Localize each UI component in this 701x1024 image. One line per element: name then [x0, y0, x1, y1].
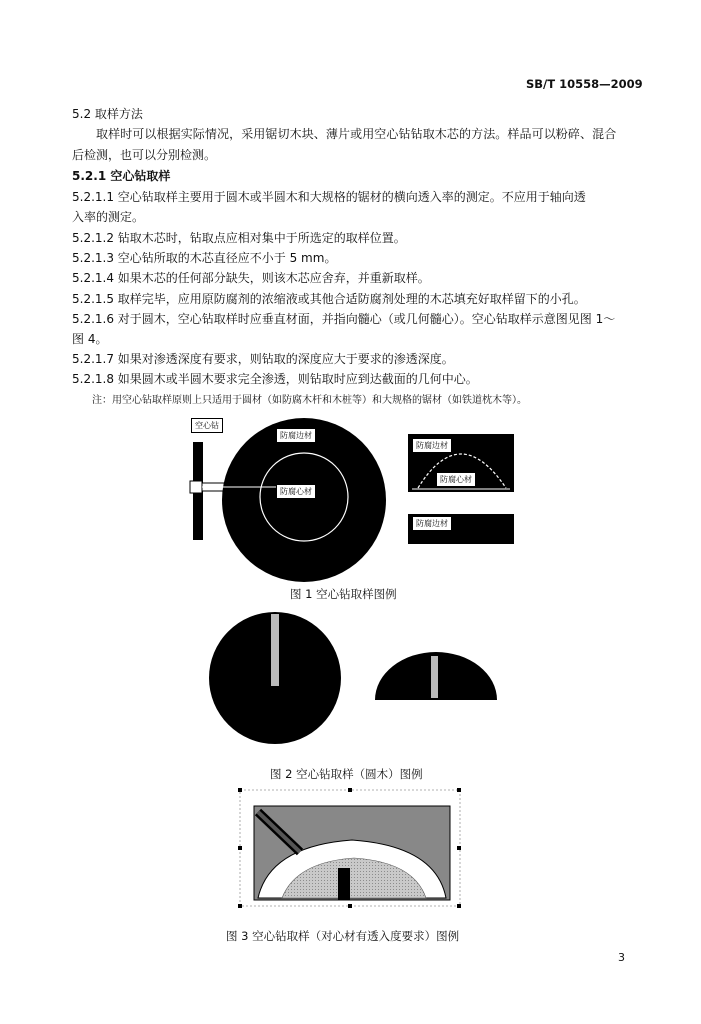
item-5-2-1-4: 5.2.1.4 如果木芯的任何部分缺失，则该木芯应舍弃，并重新取样。: [72, 271, 430, 285]
figure-1-caption: 图 1 空心钻取样图例: [290, 587, 397, 601]
item-5-2-1-8: 5.2.1.8 如果圆木或半圆木要求完全渗透，则钻取时应到达截面的几何中心。: [72, 372, 478, 386]
handle-tr: [457, 788, 461, 792]
item-5-2-1-1-line2: 入率的测定。: [72, 210, 145, 224]
item-5-2-1-6-line2: 图 4。: [72, 332, 108, 346]
figure-3-caption: 图 3 空心钻取样（对心材有透入度要求）图例: [226, 929, 460, 943]
handle-ml: [238, 846, 242, 850]
drill-tip: [190, 481, 202, 493]
note: 注：用空心钻取样原则上只适用于圆材（如防腐木杆和木桩等）和大规格的锯材（如铁道枕木等）。: [92, 395, 527, 406]
board-label: 防腐边材: [412, 516, 452, 531]
figure-1: [180, 410, 520, 590]
section-5-2-1-heading: 5.2.1 空心钻取样: [72, 169, 171, 183]
handle-tm: [348, 788, 352, 792]
handle-tl: [238, 788, 242, 792]
figure-3-drawing: [236, 786, 468, 910]
heartwood-label: 防腐心材: [276, 484, 316, 499]
sapwood-label: 防腐边材: [276, 428, 316, 443]
section-5-2-heading: 5.2 取样方法: [72, 107, 143, 121]
item-5-2-1-3: 5.2.1.3 空心钻所取的木芯直径应不小于 5 mm。: [72, 251, 337, 265]
item-5-2-1-5: 5.2.1.5 取样完毕，应用原防腐剂的浓缩液或其他合适防腐剂处理的木芯填充好取样留下的小孔。: [72, 292, 586, 306]
figure-3: [236, 786, 468, 910]
half-sapwood-label: 防腐边材: [412, 438, 452, 453]
figure-2-drawing: [205, 610, 505, 750]
section-5-2-body-line2: 后检测，也可以分别检测。: [72, 148, 217, 162]
half-heartwood-label: 防腐心材: [436, 472, 476, 487]
item-5-2-1-7: 5.2.1.7 如果对渗透深度有要求，则钻取的深度应大于要求的渗透深度。: [72, 352, 454, 366]
item-5-2-1-6-line1: 5.2.1.6 对于圆木，空心钻取样时应垂直材面，并指向髓心（或几何髓心）。空心钻取样示意图见图 1～: [72, 312, 616, 326]
page-number: 3: [618, 951, 625, 964]
item-5-2-1-2: 5.2.1.2 钻取木芯时，钻取点应相对集中于所选定的取样位置。: [72, 231, 406, 245]
half-round-core-sample: [431, 656, 438, 698]
item-5-2-1-1-line1: 5.2.1.1 空心钻取样主要用于圆木或半圆木和大规格的锯材的横向透入率的测定。不应用于轴向透: [72, 190, 586, 204]
drill-label: 空心钻: [191, 418, 223, 433]
handle-bm: [348, 904, 352, 908]
handle-mr: [457, 846, 461, 850]
handle-br: [457, 904, 461, 908]
handle-bl: [238, 904, 242, 908]
figure-2-caption: 图 2 空心钻取样（圆木）图例: [270, 767, 423, 781]
standard-code: SB/T 10558—2009: [526, 77, 643, 91]
round-log-core-sample: [271, 614, 279, 686]
figure-1-drawing: [180, 410, 520, 590]
core-sample: [338, 868, 350, 900]
section-5-2-body-line1: 取样时可以根据实际情况，采用锯切木块、薄片或用空心钻钻取木芯的方法。样品可以粉碎、混合: [96, 127, 617, 141]
figure-2: [205, 610, 505, 750]
